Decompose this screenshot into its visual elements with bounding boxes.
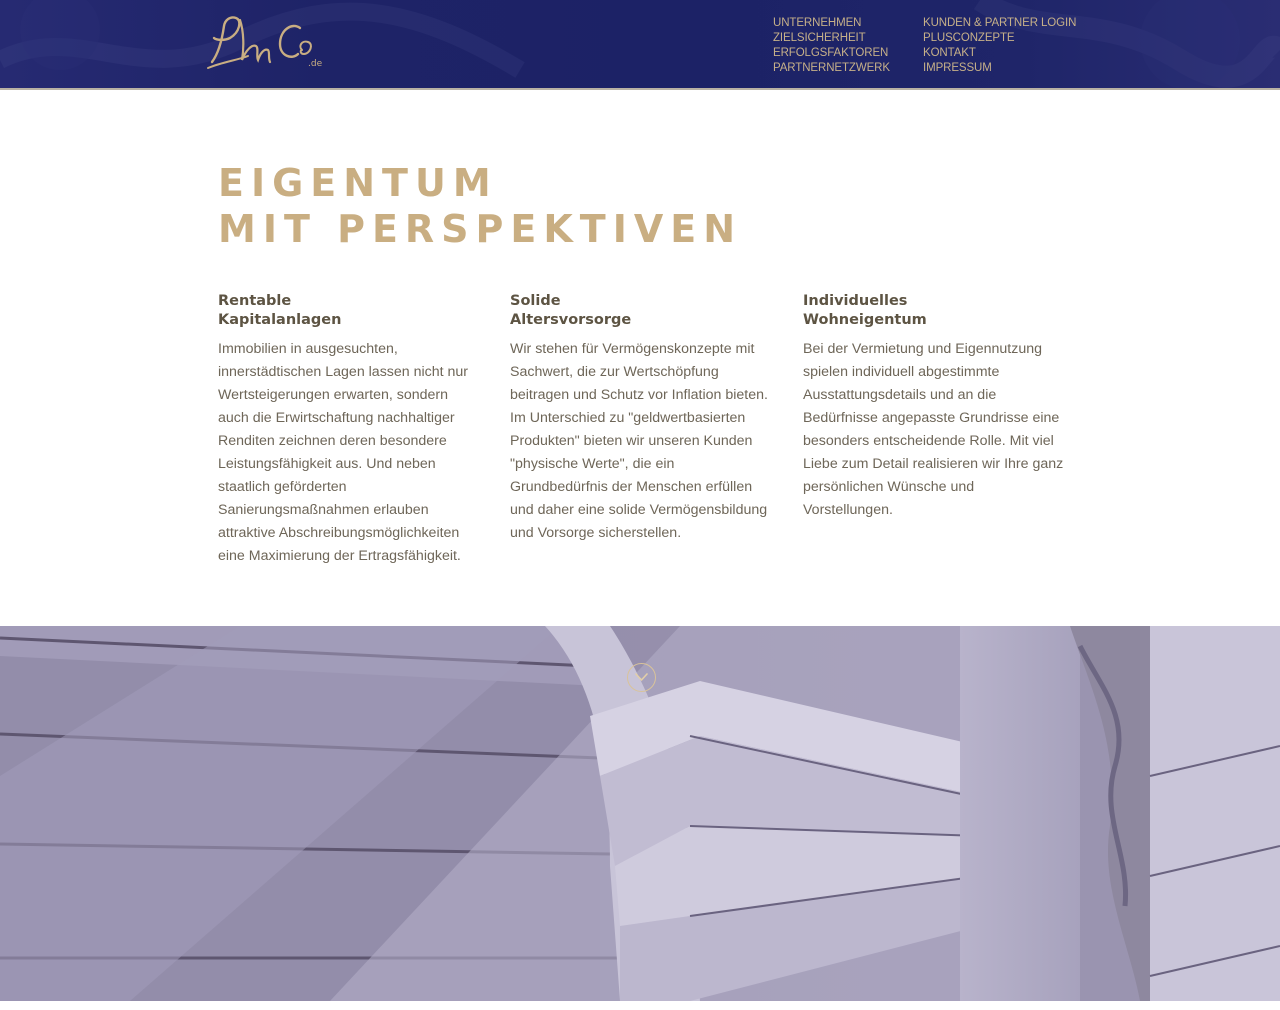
- feature-title: [803, 292, 1071, 330]
- nav-link-partnernetzwerk[interactable]: PARTNERNETZWERK: [773, 62, 890, 74]
- nav-link-plusconzepte[interactable]: PLUSCONZEPTE: [923, 32, 1015, 44]
- site-header: [0, 0, 1280, 88]
- feature-title-line-1: Rentable: [218, 293, 292, 309]
- nav-link-impressum[interactable]: IMPRESSUM: [923, 62, 992, 74]
- nav-link-unternehmen[interactable]: UNTERNEHMEN: [773, 17, 862, 29]
- feature-title: [510, 292, 778, 330]
- nav-link-kontakt[interactable]: KONTAKT: [923, 47, 976, 59]
- chevron-down-icon: [635, 673, 648, 682]
- headline-line-1: EIGENTUM: [218, 161, 498, 205]
- headline-line-2: MIT PERSPEKTIVEN: [218, 207, 743, 251]
- feature-title-line-2: Altersvorsorge: [510, 312, 632, 328]
- feature-title-line-1: Solide: [510, 293, 561, 309]
- main-navigation-secondary: [923, 16, 1076, 76]
- nav-link-zielsicherheit[interactable]: ZIELSICHERHEIT: [773, 32, 866, 44]
- feature-column-altersvorsorge: [510, 292, 778, 545]
- feature-title: [218, 292, 486, 330]
- scroll-down-button[interactable]: [627, 663, 656, 692]
- header-divider: [0, 88, 1280, 90]
- feature-column-kapitalanlagen: [218, 292, 486, 568]
- svg-text:.de: .de: [308, 59, 323, 69]
- feature-title-line-2: Wohneigentum: [803, 312, 927, 328]
- feature-title-line-2: Kapitalanlagen: [218, 312, 342, 328]
- page-bottom-strip: [0, 1001, 1280, 1010]
- feature-text: Wir stehen für Vermögenskonzepte mit Sachwert, die zur Wertschöpfung beitragen und Schutz vor Inflation bieten. Im Unterschied zu "geldwertbasierten Produkten" bieten wir unseren Kunden "physische Werte", die ein Grundbedürfnis der Menschen erfüllen und daher eine solide Vermögensbildung und Vorsorge sicherstellen.: [510, 341, 768, 541]
- feature-text: Immobilien in ausgesuchten, innerstädtischen Lagen lassen nicht nur Wertsteigerungen erwarten, sondern auch die Erwirtschaftung nachhaltiger Renditen zeichnen deren besondere Leistungsfähigkeit aus. Und neben staatlich geförderten Sanierungsmaßnahmen erlauben attraktive Abschreibungsmöglichkeiten eine Maximierung der Ertragsfähigkeit.: [218, 341, 469, 564]
- feature-title-line-1: Individuelles: [803, 293, 908, 309]
- main-navigation-primary: [773, 16, 890, 76]
- feature-column-wohneigentum: [803, 292, 1071, 522]
- logo-signature-icon: [204, 10, 329, 74]
- nav-link-login[interactable]: KUNDEN & PARTNER LOGIN: [923, 17, 1077, 29]
- site-logo[interactable]: [204, 10, 329, 74]
- page-headline: [218, 160, 742, 252]
- header-background-texture: [0, 0, 1280, 88]
- feature-text: Bei der Vermietung und Eigennutzung spielen individuell abgestimmte Ausstattungsdetails und an die Bedürfnisse angepasste Grundrisse eine besonders entscheidende Rolle. Mit viel Liebe zum Detail realisieren wir Ihre ganz persönlichen Wünsche und Vorstellungen.: [803, 341, 1064, 518]
- nav-link-erfolgsfaktoren[interactable]: ERFOLGSFAKTOREN: [773, 47, 889, 59]
